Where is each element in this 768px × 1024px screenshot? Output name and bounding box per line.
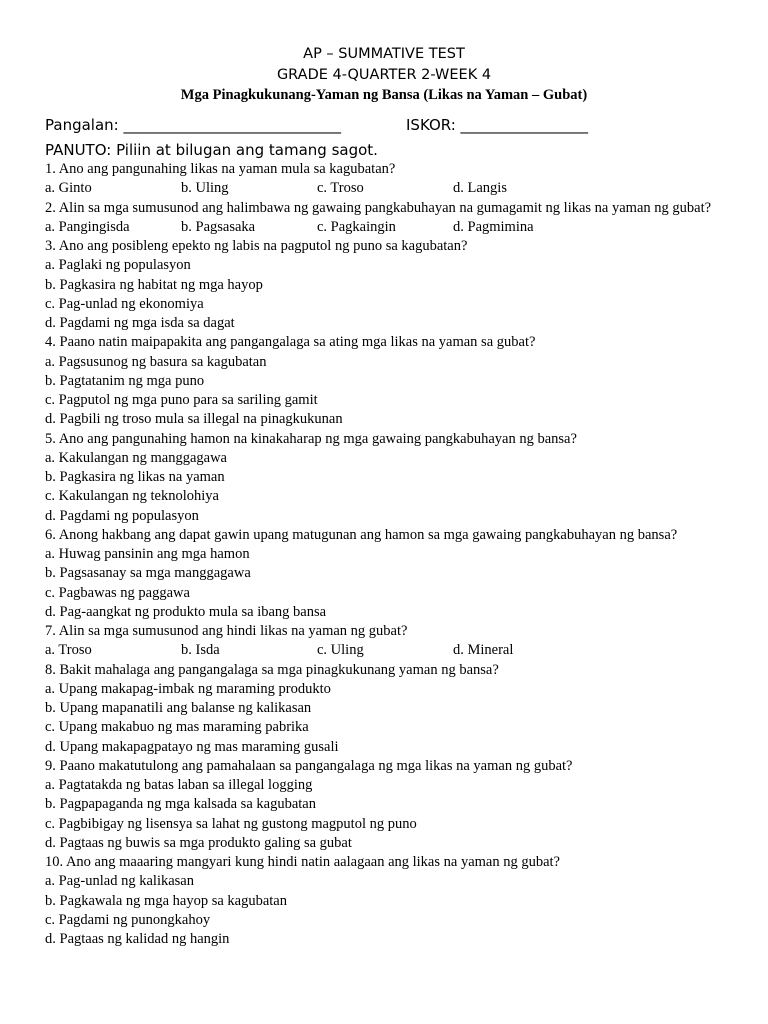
question-text: 5. Ano ang pangunahing hamon na kinakaharap ng mga gawaing pangkabuhayan ng bansa? bbox=[45, 430, 577, 447]
answer-choice[interactable]: c. Upang makabuo ng mas maraming pabrika bbox=[45, 719, 309, 736]
question-text: 9. Paano makatutulong ang pamahalaan sa pangangalaga ng mga likas na yaman ng gubat? bbox=[45, 757, 573, 774]
score-field: ISKOR: _________________ bbox=[406, 116, 589, 134]
answer-choice[interactable]: b. Upang mapanatili ang balanse ng kalikasan bbox=[45, 700, 312, 716]
answer-choice[interactable]: d. Upang makapagpatayo ng mas maraming gusali bbox=[45, 738, 339, 755]
instructions: PANUTO: Piliin at bilugan ang tamang sagot. bbox=[45, 141, 378, 159]
answer-choice[interactable]: b. Pagsasaka bbox=[181, 218, 256, 235]
question-item bbox=[45, 853, 725, 949]
question-text: 10. Ano ang maaaring mangyari kung hindi natin aalagaan ang likas na yaman ng gubat? bbox=[45, 854, 560, 870]
question-text: 3. Ano ang posibleng epekto ng labis na pagputol ng puno sa kagubatan? bbox=[45, 238, 468, 254]
question-item bbox=[45, 622, 725, 661]
answer-choice[interactable]: b. Pagkasira ng habitat ng mga hayop bbox=[45, 276, 263, 293]
answer-choice[interactable]: c. Pagbawas ng paggawa bbox=[45, 584, 190, 601]
question-item bbox=[45, 160, 725, 199]
question-item bbox=[45, 757, 725, 853]
answer-choice[interactable]: a. Paglaki ng populasyon bbox=[45, 257, 191, 274]
answer-choice[interactable]: a. Huwag pansinin ang mga hamon bbox=[45, 546, 250, 562]
answer-choice[interactable]: c. Uling bbox=[317, 642, 364, 659]
answer-choice[interactable]: c. Pagputol ng mga puno para sa sariling gamit bbox=[45, 392, 318, 408]
answer-choice[interactable]: c. Troso bbox=[317, 180, 364, 197]
choice-row bbox=[45, 641, 725, 660]
answer-choice[interactable]: c. Pagdami ng punongkahoy bbox=[45, 911, 211, 928]
answer-choice[interactable]: a. Pag-unlad ng kalikasan bbox=[45, 873, 194, 890]
answer-choice[interactable]: a. Troso bbox=[45, 642, 92, 659]
answer-choice[interactable]: d. Pagtaas ng buwis sa mga produkto galing sa gubat bbox=[45, 834, 352, 851]
question-item bbox=[45, 237, 725, 333]
question-item bbox=[45, 661, 725, 757]
answer-choice[interactable]: b. Pagsasanay sa mga manggagawa bbox=[45, 565, 251, 582]
answer-choice[interactable]: d. Mineral bbox=[453, 642, 514, 659]
test-title: AP – SUMMATIVE TEST bbox=[303, 46, 465, 62]
question-text: 6. Anong hakbang ang dapat gawin upang matugunan ang hamon sa mga gawaing pangkabuhayan ng bansa? bbox=[45, 526, 678, 543]
question-text: 7. Alin sa mga sumusunod ang hindi likas na yaman ng gubat? bbox=[45, 623, 408, 639]
name-field: Pangalan: _____________________________ bbox=[45, 116, 341, 134]
answer-choice[interactable]: d. Pagdami ng populasyon bbox=[45, 507, 199, 524]
grade-quarter-week: GRADE 4-QUARTER 2-WEEK 4 bbox=[276, 67, 492, 83]
answer-choice[interactable]: a. Kakulangan ng manggagawa bbox=[45, 449, 227, 466]
answer-choice[interactable]: d. Langis bbox=[453, 180, 507, 197]
answer-choice[interactable]: c. Pag-unlad ng ekonomiya bbox=[45, 295, 204, 312]
answer-choice[interactable]: d. Pagtaas ng kalidad ng hangin bbox=[45, 931, 230, 947]
question-item bbox=[45, 430, 725, 526]
answer-choice[interactable]: d. Pag-aangkat ng produkto mula sa ibang bansa bbox=[45, 603, 327, 620]
answer-choice[interactable]: b. Uling bbox=[181, 180, 229, 197]
answer-choice[interactable]: a. Pagtatakda ng batas laban sa illegal logging bbox=[45, 777, 313, 793]
question-text: 1. Ano ang pangunahing likas na yaman mula sa kagubatan? bbox=[45, 161, 396, 177]
answer-choice[interactable]: b. Pagkasira ng likas na yaman bbox=[45, 469, 225, 485]
answer-choice[interactable]: a. Upang makapag-imbak ng maraming produkto bbox=[45, 680, 331, 697]
choice-row bbox=[45, 179, 725, 198]
question-item bbox=[45, 333, 725, 429]
question-item bbox=[45, 199, 725, 238]
answer-choice[interactable]: c. Pagkaingin bbox=[317, 218, 396, 235]
answer-choice[interactable]: d. Pagmimina bbox=[453, 218, 534, 235]
answer-choice[interactable]: b. Pagtatanim ng mga puno bbox=[45, 372, 205, 389]
topic-title: Mga Pinagkukunang-Yaman ng Bansa (Likas na Yaman – Gubat) bbox=[180, 87, 588, 103]
question-text: 4. Paano natin maipapakita ang pangangalaga sa ating mga likas na yaman sa gubat? bbox=[45, 334, 536, 351]
answer-choice[interactable]: a. Ginto bbox=[45, 180, 92, 197]
answer-choice[interactable]: c. Kakulangan ng teknolohiya bbox=[45, 488, 219, 505]
answer-choice[interactable]: a. Pangingisda bbox=[45, 218, 130, 235]
answer-choice[interactable]: b. Isda bbox=[181, 642, 220, 659]
question-text: 2. Alin sa mga sumusunod ang halimbawa ng gawaing pangkabuhayan na gumagamit ng likas na yaman ng gubat? bbox=[45, 199, 712, 216]
answer-choice[interactable]: c. Pagbibigay ng lisensya sa lahat ng gustong magputol ng puno bbox=[45, 815, 417, 832]
question-item bbox=[45, 526, 725, 622]
choice-row bbox=[45, 218, 725, 237]
question-text: 8. Bakit mahalaga ang pangangalaga sa mga pinagkukunang yaman ng bansa? bbox=[45, 661, 499, 678]
answer-choice[interactable]: d. Pagdami ng mga isda sa dagat bbox=[45, 315, 235, 331]
answer-choice[interactable]: d. Pagbili ng troso mula sa illegal na pinagkukunan bbox=[45, 411, 343, 428]
question-list bbox=[45, 160, 725, 949]
answer-choice[interactable]: b. Pagkawala ng mga hayop sa kagubatan bbox=[45, 892, 287, 909]
answer-choice[interactable]: b. Pagpapaganda ng mga kalsada sa kagubatan bbox=[45, 796, 316, 813]
answer-choice[interactable]: a. Pagsusunog ng basura sa kagubatan bbox=[45, 353, 267, 370]
